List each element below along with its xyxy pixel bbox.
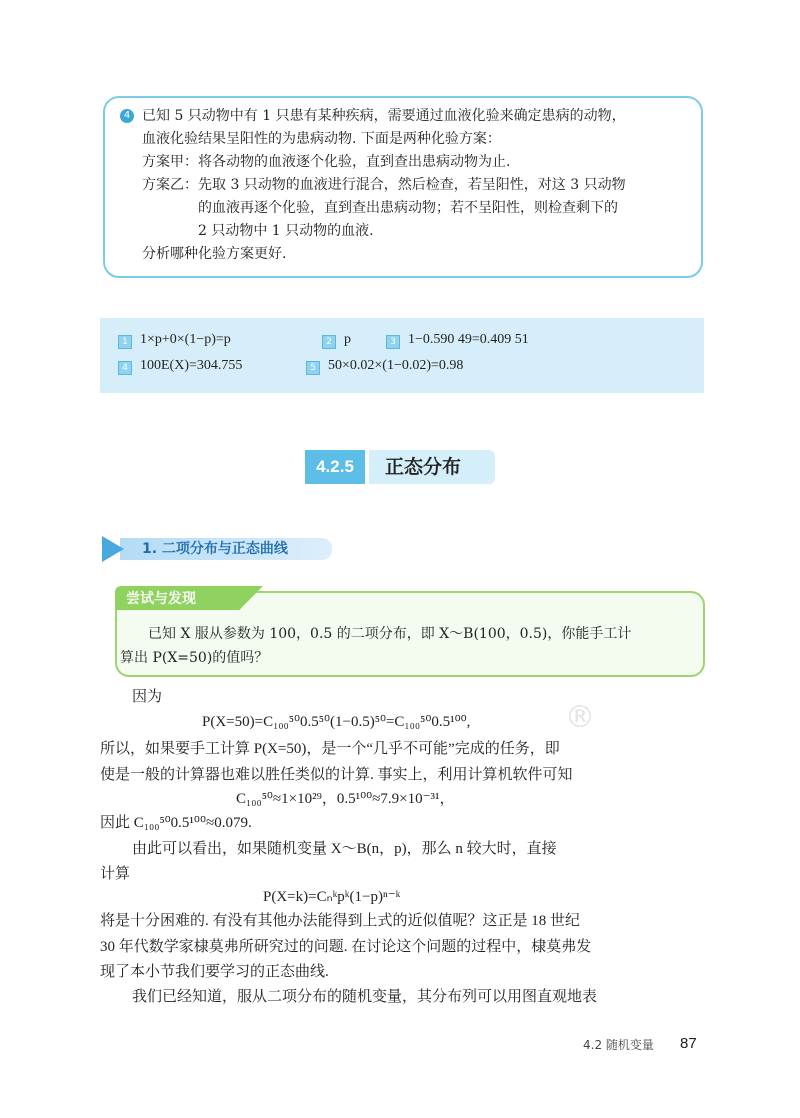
answer-tag: 2 [322,335,336,349]
exercise-line: 方案乙：先取 3 只动物的血液进行混合，然后检查，若呈阳性，对这 3 只动物 [142,177,626,193]
subsection-heading [102,536,332,562]
try-discover-text: 算出 P(X=50)的值吗？ [120,650,269,666]
body-text: 由此可以看出，如果随机变量 X～B(n，p)，那么 n 较大时，直接 [132,841,557,857]
body-text: 因此 C₁₀₀⁵⁰0.5¹⁰⁰≈0.079. [100,815,252,831]
body-text: 因为 [132,689,163,705]
exercise-number-badge: 4 [120,109,134,123]
answer-text: 1−0.590 49=0.409 51 [408,332,529,347]
body-text: 将是十分困难的. 有没有其他办法能得到上式的近似值呢？这正是 18 世纪 [100,913,581,929]
body-text: 所以，如果要手工计算 P(X=50)，是一个“几乎不可能”完成的任务，即 [100,741,560,757]
exercise-line: 分析哪种化验方案更好. [142,246,287,262]
watermark: ® [565,700,595,735]
body-text: 现了本小节我们要学习的正态曲线. [100,964,329,980]
equation: C₁₀₀⁵⁰≈1×10²⁹，0.5¹⁰⁰≈7.9×10⁻³¹， [236,791,455,807]
exercise-line: 2 只动物中 1 只动物的血液. [198,223,374,239]
section-title: 正态分布 [369,450,495,484]
answer-tag: 5 [306,361,320,375]
exercise-line: 血液化验结果呈阳性的为患病动物. 下面是两种化验方案： [142,131,501,147]
answer-tag: 3 [386,335,400,349]
try-discover-text: 已知 X 服从参数为 100，0.5 的二项分布，即 X～B(100，0.5)，你能手工计 [148,626,632,642]
answers-box [100,318,704,393]
answer-item [386,331,529,349]
answer-text: 1×p+0×(1−p)=p [140,332,231,347]
section-heading [305,450,495,484]
answer-item [118,331,231,349]
answer-item [118,357,242,375]
try-discover-label: 尝试与发现 [126,591,196,607]
answer-tag: 4 [118,361,132,375]
equation: P(X=k)=Cₙᵏpᵏ(1−p)ⁿ⁻ᵏ [263,889,401,905]
answer-tag: 1 [118,335,132,349]
page-number: 87 [680,1035,697,1052]
section-number: 4.2.5 [305,450,365,484]
body-text: 使是一般的计算器也难以胜任类似的计算. 事实上，利用计算机软件可知 [100,767,573,783]
exercise-line: 已知 5 只动物中有 1 只患有某种疾病，需要通过血液化验来确定患病的动物， [142,108,626,124]
answer-item [306,357,463,375]
arrow-icon [102,536,124,562]
exercise-line: 方案甲：将各动物的血液逐个化验，直到查出患病动物为止. [142,154,511,170]
answer-item [322,331,351,349]
answer-text: 100E(X)=304.755 [140,358,243,373]
exercise-line: 的血液再逐个化验，直到查出患病动物；若不呈阳性，则检查剩下的 [198,200,618,216]
body-text: 计算 [100,866,131,882]
equation: P(X=50)=C₁₀₀⁵⁰0.5⁵⁰(1−0.5)⁵⁰=C₁₀₀⁵⁰0.5¹⁰⁰, [202,714,471,730]
body-text: 30 年代数学家棣莫弗所研究过的问题. 在讨论这个问题的过程中，棣莫弗发 [100,939,592,955]
answer-text: p [344,332,351,347]
subsection-title: 1. 二项分布与正态曲线 [142,541,288,557]
footer-section: 4.2 随机变量 [583,1038,654,1052]
answer-text: 50×0.02×(1−0.02)=0.98 [328,358,464,373]
body-text: 我们已经知道，服从二项分布的随机变量，其分布列可以用图直观地表 [132,989,598,1005]
